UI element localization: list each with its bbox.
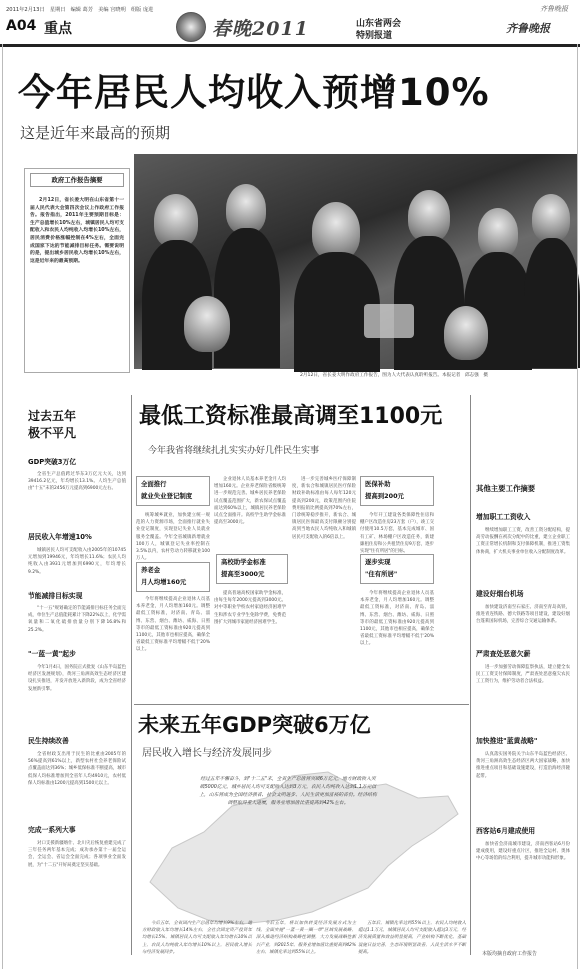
article2-subhead: 今年我省将继续扎扎实实办好几件民生实事: [148, 446, 320, 456]
special-report-line1: 山东省两会: [356, 19, 402, 29]
left-item-body: 全省生产总值跨过华东3万亿元大关，达到39416.2亿元，年均增长13.1%。人均生产总值由"十五"末的2456万元提高到6900元左右。: [28, 472, 126, 492]
article2-col1-text: 统筹城乡就业，加快建立统一规范的人力资源市场，全面推行就业失业登记制度，实现登记失业人员就业服务全覆盖。今年全省城镇新增就业100万人，城镇登记失业率控制在3.5%以内，农村劳动力转移就业100万人。: [136, 513, 210, 562]
left-title-line2: 极不平凡: [28, 426, 77, 440]
brand-logo: 齐鲁晚报: [506, 22, 550, 35]
article2-col3-text: 进一步完善城乡医疗保障制度，新农合和城镇居民医疗保险财政补助标准由每人每年120元提高到200元，政策范围内住院费用报销比例提高到70%左右，门诊统筹稳步推开，新农合、城镇居民医保最高支付限额分别提高到当地农民人均纯收入和城镇居民可支配收入的6倍以上。: [292, 477, 356, 540]
article2-col3-text-c: 今年将继续提高企业退休人员基本养老金，月人均增加160元。调整最低工资标准，对济南、青岛、淄博、东营、烟台、潍坊、威海、日照等市的最低工资标准由920元提高到1100元，其他市也相应提高，确保全省最低工资标准平均增幅不低于20%以上。: [360, 591, 434, 647]
section-label: 重点: [44, 21, 72, 37]
article2-col2b-text: 提高普通高校国家助学金标准，由每生每年2000元提高到3000元。对中等职业学校农村家庭经济困难学生和涉农专业学生免除学费，免费范围扩大到城市家庭经济困难学生。: [214, 591, 286, 625]
box-line: 高校助学金标准: [221, 558, 266, 566]
article2-bottom-rule: [134, 704, 469, 705]
article3-col1-text: 今后五年，全省国内生产总值年均增长9%左右，地方财政收入年均增长14%左右，全社会固定资产投资年均增长15%，城镇居民人均可支配收入年均增长10%以上，农民人均纯收入年均增长10%以上，居民收入增长与经济发展同步。: [142, 921, 252, 955]
article2-col2-text: 企业退休人员基本养老金月人均增加160元。企业养老保险省级统筹进一步规范完善。城乡居民养老保险试点覆盖范围扩大，新农保试点覆盖面达到60%以上，城镇居民养老保险试点全面推开。高校学生助学金标准提高至3000元。: [214, 477, 286, 526]
right-item-body: 认真落实国务院关于山东半岛蓝色经济区、黄河三角洲高效生态经济区两大国家战略，加快推进重点项目和基础设施建设，打造沿海经济隆起带。: [476, 752, 570, 779]
brand-top: 齐鲁晚报: [540, 5, 568, 13]
summary-body: 2月12日，省长姜大明在山东省第十一届人民代表大会第四次会议上作政府工作报告。报告指出，2011年主要预期目标是：生产总值增长10%左右，城镇居民人均可支配收入和农民人均纯收入均增长10%左右，居民消费价格涨幅控制在4%左右，全面完成国家下达的节能减排目标任务。需要说明的是，提出城乡居民收入均增长10%左右，这是近年来的最高预期。: [30, 198, 124, 264]
photo-caption: 2月12日，省长姜大明作政府工作报告，图为人大代表认真聆听报告。本报记者 邱志强 摄: [300, 373, 488, 378]
masthead-rule: [0, 44, 580, 47]
right-item-head: 加快推进"蓝黄战略": [476, 737, 538, 745]
right-item-body: 继续增加职工工资，改善工资分配结构，提高劳动报酬在初次分配中的比重，建立企业职工工资正常增长机制和支付保障机制，推进工资集体协商，扩大机关事业单位收入分配制度改革。: [476, 528, 570, 555]
article2-col3-text-b: 今年开工建设各类保障性住房和棚户区改造住房23万套（户），竣工交付使用10.5万套，基本完成城市、国有工矿、林场棚户区改造任务，新建廉租住房和公共租赁住房9万套，逐步实现"住有所居"的目标。: [360, 513, 434, 555]
left-column-divider: [131, 395, 132, 955]
right-item-head: 增加职工工资收入: [476, 513, 531, 521]
emblem-icon: [176, 12, 206, 42]
left-item-head: 节能减排目标实现: [28, 592, 83, 600]
article3-subhead: 居民收入增长与经济发展同步: [142, 748, 272, 759]
left-title-line1: 过去五年: [28, 409, 77, 423]
box-line: 养老金: [141, 566, 161, 574]
page-code: A04: [6, 18, 37, 34]
article2-box-5: [360, 554, 434, 584]
box-line: 全面推行: [141, 480, 167, 488]
box-line: "住有所居": [365, 570, 398, 578]
summary-title: 政府工作报告摘要: [30, 173, 124, 187]
special-report-line2: 特别报道: [356, 31, 393, 41]
article3-headline: 未来五年GDP突破6万亿: [138, 713, 371, 737]
main-headline: 今年居民人均收入预增10%: [18, 71, 490, 114]
article2-box-4: [360, 476, 434, 506]
box-line: 提高到200元: [365, 492, 404, 500]
left-item-body: 全省财政支出用于民生的比重由2005年的56%提高到61%以上，新型农村社会养老保险试点覆盖面达到36%；城乡低保标准不断提高，城市低保人均标准增加到全省年人均4910元，农村低保人均标准由1200元提高到1500元以上。: [28, 752, 126, 786]
map-text: 经过五年不懈奋斗，到"十二五"末，全省生产总值将突破6万亿元，地方财政收入突破5000亿元，城乡居民人均可支配收入达到3万元，农民人均纯收入达到1.1万元以上，山东将成为全国经济强省、社会文明进步、人民生活更加富裕的省份。经济结构调整取得重大进展，服务业增加值比重提高到42%左右。: [199, 777, 377, 806]
left-item-body: 今年1月4日，国务院正式批复《山东半岛蓝色经济区发展规划》，黄河三角洲高效生态经济区建设扎实推进，开发开放进入新阶段，成为全省经济发展新引擎。: [28, 665, 127, 692]
box-line: 提高至3000元: [221, 570, 265, 578]
shandong-map: [142, 762, 464, 932]
article3-col2-text: 今后五年，将以加快转变经济发展方式为主线，全面实施"一蓝一黄一圈一带"区域发展战略，深入推进经济结构战略性调整，大力发展战略性新兴产业，到2015年，服务业增加值比重提高到42%左右，城镇化率达到55%以上。: [256, 921, 356, 955]
box-line: 月人均增160元: [141, 578, 187, 586]
right-column-footer: 本版均摘自政府工作报告: [482, 951, 538, 957]
event-logo: 春晚2011: [212, 18, 309, 40]
article2-headline: 最低工资标准最高调至1100元: [139, 404, 443, 429]
date-line: 2011年2月13日 星期日 编辑 葛芳 美编 宫晓明 组版 庞进: [6, 7, 154, 13]
left-item-head: "一蓝一黄"起步: [28, 650, 76, 658]
main-subhead: 这是近年来最高的预期: [20, 124, 171, 142]
right-item-body: 加快建设济南至石家庄、济南至青岛高铁，推进青连铁路、德大铁路等项目建设，建设好烟台蓬莱国际机场，完善综合交通运输体系。: [476, 605, 570, 625]
box-line: 医保补助: [365, 480, 391, 488]
box-line: 逐步实现: [365, 558, 391, 566]
left-item-head: GDP突破3万亿: [28, 458, 77, 466]
article2-col1b-text: 今年将继续提高企业退休人员基本养老金，月人均增加160元。调整最低工资标准，对济南、青岛、淄博、东营、烟台、潍坊、威海、日照等市的最低工资标准由920元提高到1100元，其他市也相应提高，确保全省最低工资标准平均增幅不低于20%以上。: [136, 597, 210, 653]
right-item-head: 建设好烟台机场: [476, 590, 524, 598]
left-item-body: 城镇居民人均可支配收入由2005年的10745元增加到19946元，年均增长11.6%；农民人均纯收入由3931元增加到6990元，年均增长9.2%。: [28, 548, 126, 575]
right-item-head: 严肃查处恶意欠薪: [476, 650, 531, 658]
left-item-body: "十一五"规划确定的节能减排目标任务全面完成，单位生产总值能耗累计下降22%以上，化学需氧量和二氧化硫排放量分别下降16.8%和25.2%。: [28, 606, 126, 633]
right-item-body: 进一步加强劳动保障监察执法，建立健全农民工工资支付保障制度，严肃查处恶意拖欠农民工工资行为，维护劳动者合法权益。: [476, 665, 570, 685]
summary-box: [24, 168, 130, 373]
left-item-body: 对口支援新疆喀什、北川灾后恢复重建完成了三年任务两年基本完成；成功承办第十一届全运会，全运会、省运会全面完成；各项事业全面发展，为"十二五"开好局奠定坚实基础。: [28, 841, 126, 868]
right-column-divider: [470, 395, 471, 955]
article2-box-3: [216, 554, 288, 584]
left-item-head: 民生持续改善: [28, 737, 69, 745]
right-column-title: 其他主要工作摘要: [476, 484, 536, 493]
page-border-left: [2, 44, 3, 969]
page-border-right: [577, 44, 578, 969]
left-item-head: 完成一系列大事: [28, 826, 76, 834]
right-item-head: 西客站6月建成使用: [476, 827, 536, 835]
news-photo: [134, 154, 578, 369]
right-item-body: 加快省会济南城市建设，济南西客站6月份建成使用，建设好重点片区，推进全运村、奥体中心等场馆的综合利用，提升城市功能和形象。: [476, 842, 570, 862]
article3-col3-text: 五年后，城镇化率达到55%以上，农民人均纯收入超过1.1万元，城镇居民人均可支配收入超过3万元，经济发展质量和效益明显提高，产业结构不断优化，基础设施日益完善，生态环境明显改善，人民生活水平不断提高。: [358, 921, 466, 955]
article2-box-1: [136, 476, 210, 506]
left-item-head: 居民收入年增速10%: [28, 533, 92, 541]
article2-box-2: [136, 562, 210, 592]
box-line: 就业失业登记制度: [141, 492, 193, 500]
